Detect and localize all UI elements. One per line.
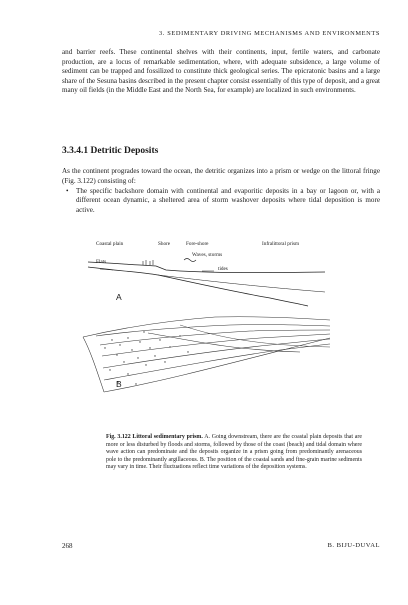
page-number: 268 <box>62 542 73 550</box>
figure-caption <box>106 434 362 472</box>
marsh-plants-icon <box>143 260 153 265</box>
caption-text: A. Going downstream, there are the coastal plain deposits that are more or less disturbed by floods and storms, followed by those of the coast (beach) and tidal domain where wave action can predominate and the deposits organize in a prism going from predominantly arenaceous pole to the predominantly argillaceous. B. The position of the coastal sands and fine-grain marine sediments may vary in time. Their fluctuations reflect time variations of the deposition systems. <box>106 434 362 471</box>
label-waves-storms: Waves, storms <box>192 252 223 258</box>
panel-a-profile <box>88 259 325 307</box>
author-name: B. BIJU-DUVAL <box>327 542 380 549</box>
panel-b-letter: B <box>116 379 122 389</box>
section-title: 3.3.4.1 Detritic Deposits <box>62 146 159 156</box>
prism-bottom-surface <box>104 338 330 392</box>
wave-icon <box>184 259 196 262</box>
bullet-text: The specific backshore domain with continental and evaporitic deposits in a bay or lagoon or, with a different ocean dynamic, a sheltered area of storm washover deposits where tidal deposition is more active. <box>76 187 380 214</box>
prism-base <box>83 337 104 392</box>
paragraph-2: As the continent progrades toward the ocean, the detritic organizes into a prism or wedge on the littoral fringe (Fig. 3.122) consisting of: <box>62 167 380 185</box>
sea-bottom-line <box>158 275 325 292</box>
caption-title: Fig. 3.122 Littoral sedimentary prism. <box>106 434 203 440</box>
label-coastal-plain: Coastal plain <box>96 241 124 247</box>
label-flats: Flats <box>96 259 107 265</box>
label-tides: tides <box>218 266 228 272</box>
panel-a-letter: A <box>116 292 122 302</box>
label-infralittoral-prism: Infralittoral prism <box>262 241 300 247</box>
bullet-mark: • <box>66 187 69 195</box>
label-foreshore: Fore-shore <box>186 241 209 247</box>
running-head: 3. SEDIMENTARY DRIVING MECHANISMS AND ENVIRONMENTS <box>159 30 380 37</box>
label-shore: Shore <box>158 241 171 247</box>
paragraph-1: and barrier reefs. These continental shelves with their continents, input, fertile waters, and carbonate production, are a locus of remarkable sedimentation, where, with adequate subsidence, a large volume of sediment can be trapped and fossilized to constitute thick geological series. The epicratonic basins and a large share of the Sesuna basins described in the present chapter consist essentially of this type of deposit, and a great many oil fields (in the Middle East and the North Sea, for example) are localized in such environments. <box>62 48 380 95</box>
